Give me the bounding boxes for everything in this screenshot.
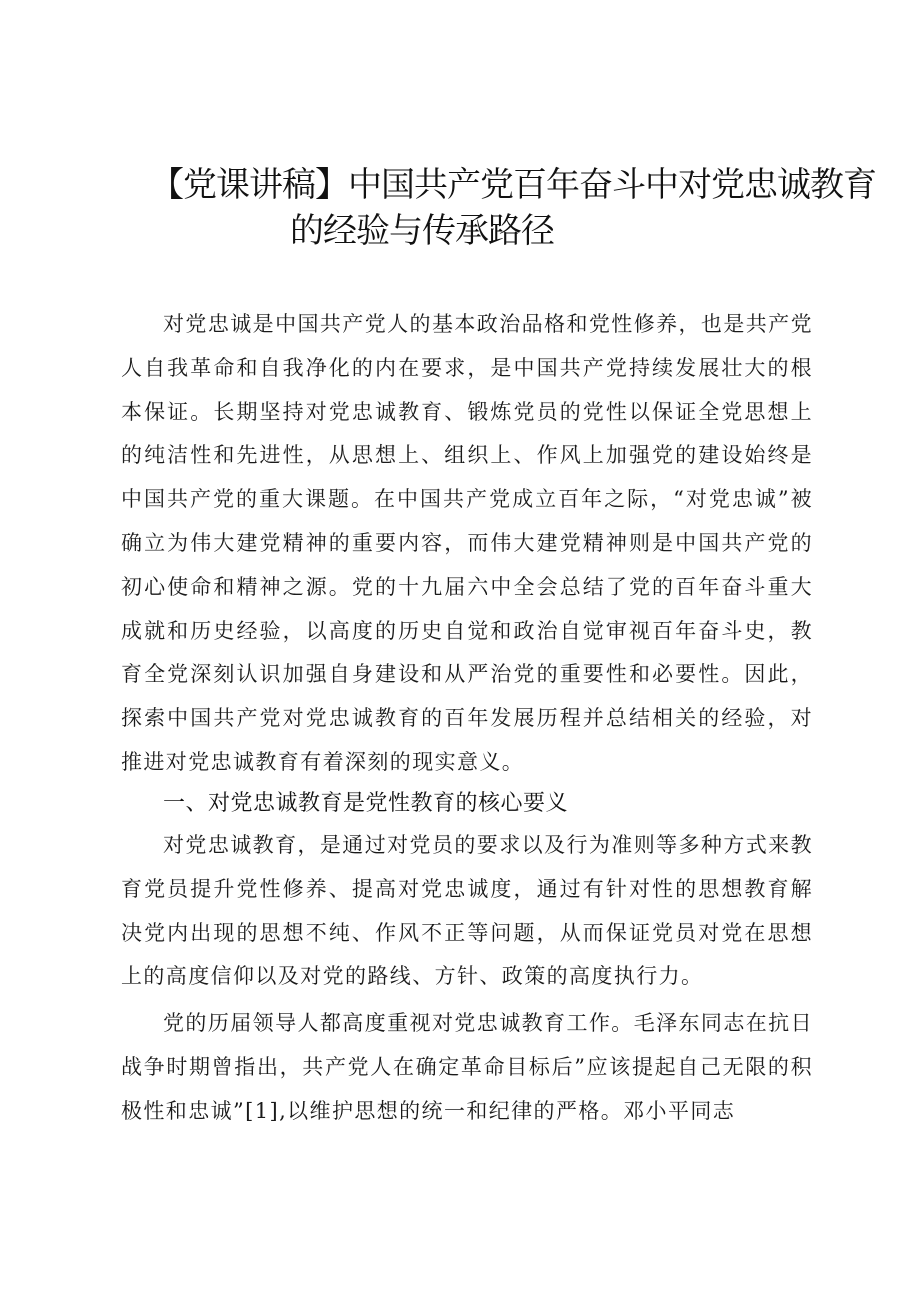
section-paragraph-block-2	[121, 1002, 813, 1133]
intro-paragraph-block	[121, 303, 813, 785]
section-paragraph-block-1	[121, 824, 813, 999]
document-title	[150, 162, 876, 254]
section-paragraph-1: 对党忠诚教育，是通过对党员的要求以及行为准则等多种方式来教育党员提升党性修养、提高对党忠诚度，通过有针对性的思想教育解决党内出现的思想不纯、作风不正等问题，从而保证党员对党在思想上的高度信仰以及对党的路线、方针、政策的高度执行力。	[121, 833, 813, 989]
title-line-1: 【党课讲稿】中国共产党百年奋斗中对党忠诚教育	[150, 165, 876, 205]
section-heading: 一、对党忠诚教育是党性教育的核心要义	[163, 791, 569, 816]
title-line-2: 的经验与传承路径	[290, 211, 554, 251]
intro-paragraph: 对党忠诚是中国共产党人的基本政治品格和党性修养，也是共产党人自我革命和自我净化的内在要求，是中国共产党持续发展壮大的根本保证。长期坚持对党忠诚教育、锻炼党员的党性以保证全党思想上的纯洁性和先进性，从思想上、组织上、作风上加强党的建设始终是中国共产党的重大课题。在中国共产党成立百年之际，“对党忠诚”被确立为伟大建党精神的重要内容，而伟大建党精神则是中国共产党的初心使命和精神之源。党的十九届六中全会总结了党的百年奋斗重大成就和历史经验，以高度的历史自觉和政治自觉审视百年奋斗史，教育全党深刻认识加强自身建设和从严治党的重要性和必要性。因此，探索中国共产党对党忠诚教育的百年发展历程并总结相关的经验，对推进对党忠诚教育有着深刻的现实意义。	[121, 312, 813, 774]
section-paragraph-2: 党的历届领导人都高度重视对党忠诚教育工作。毛泽东同志在抗日战争时期曾指出，共产党人在确定革命目标后”应该提起自己无限的积极性和忠诚”[1],以维护思想的统一和纪律的严格。邓小平同志	[121, 1011, 813, 1123]
